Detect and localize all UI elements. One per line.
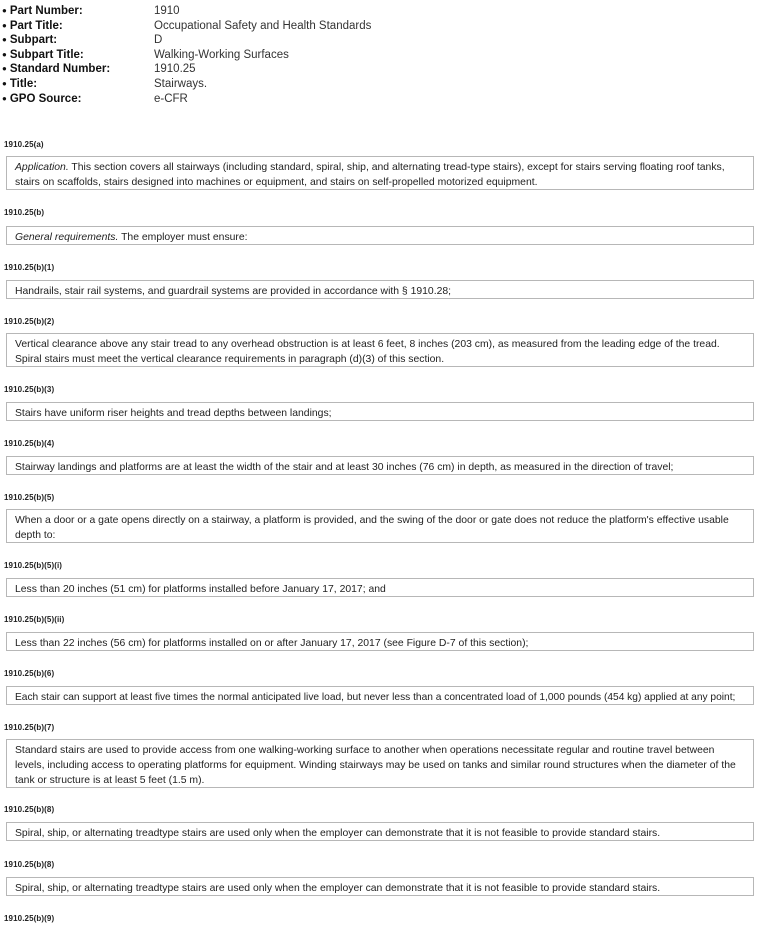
section-id: 1910.25(b)(1) [4, 263, 55, 272]
section-id: 1910.25(b)(2) [4, 317, 55, 326]
section-id: 1910.25(b) [4, 208, 45, 217]
section-text: Spiral, ship, or alternating treadtype stairs are used only when the employer can demonstrate that it is not feasible to provide standard stairs. [15, 883, 661, 894]
section-text-box [6, 877, 754, 896]
section-text-box [6, 509, 754, 543]
section-id: 1910.25(b)(5)(ii) [4, 615, 65, 624]
meta-value: e-CFR [154, 92, 188, 105]
meta-value: D [154, 34, 163, 47]
meta-value: 1910 [154, 5, 180, 17]
section-text: Less than 22 inches (56 cm) for platforms installed on or after January 17, 2017 (see Figure D-7 of this section); [15, 638, 529, 649]
meta-key: ● Title: [2, 77, 37, 92]
section-id: 1910.25(b)(4) [4, 439, 55, 448]
section-id: 1910.25(b)(6) [4, 669, 55, 678]
meta-key: ● Standard Number: [2, 62, 110, 77]
section-text-box [6, 280, 754, 299]
meta-value: Walking-Working Surfaces [154, 48, 289, 61]
section-text: Handrails, stair rail systems, and guardrail systems are provided in accordance with § 1910.28; [15, 286, 452, 297]
meta-key: ● Part Title: [2, 19, 63, 34]
section-text: The employer must ensure: [118, 232, 248, 243]
section-text: Vertical clearance above any stair tread to any overhead obstruction is at least 6 feet, 8 inches (203 cm), as measured from the leading edge of the tread. Spiral stairs must meet the vertical clearance requirements in paragraph (d)(3) of this section. [15, 339, 720, 365]
section-id: 1910.25(b)(5)(i) [4, 561, 63, 570]
meta-row-standard-number [2, 62, 502, 77]
section-text-box [6, 739, 754, 788]
metadata-list [2, 4, 502, 106]
meta-row-gpo-source [2, 92, 502, 107]
section-lead: Application. [15, 162, 69, 173]
section-text-box [6, 686, 754, 705]
section-id: 1910.25(a) [4, 140, 44, 149]
section-text: Stairs have uniform riser heights and tread depths between landings; [15, 408, 332, 419]
meta-key: ● Subpart Title: [2, 48, 84, 63]
section-text-box [6, 226, 754, 245]
section-text: This section covers all stairways (including standard, spiral, ship, and alternating tread-type stairs), except for stairs serving floating roof tanks, stairs on scaffolds, stairs designed into machines or equipment, and stairs on self-propelled motorized equipment. [15, 162, 725, 188]
section-text: Less than 20 inches (51 cm) for platforms installed before January 17, 2017; and [15, 584, 386, 595]
meta-row-subpart-title [2, 48, 502, 63]
section-text-box [6, 402, 754, 421]
meta-key: ● Subpart: [2, 33, 57, 48]
section-text: Stairway landings and platforms are at least the width of the stair and at least 30 inches (76 cm) in depth, as measured in the direction of travel; [15, 462, 674, 473]
section-lead: General requirements. [15, 232, 119, 243]
section-id: 1910.25(b)(9) [4, 914, 55, 923]
meta-row-part-number [2, 4, 502, 19]
meta-value: Occupational Safety and Health Standards [154, 19, 372, 32]
section-id: 1910.25(b)(8) [4, 805, 55, 814]
section-text: Standard stairs are used to provide access from one walking-working surface to another when operations necessitate regular and routine travel between levels, including access to operating platforms for equipment. Winding stairways may be used on tanks and similar round structures when the diameter of the tank or structure is at least 5 feet (1.5 m). [15, 745, 736, 786]
meta-value: 1910.25 [154, 63, 196, 76]
section-id: 1910.25(b)(3) [4, 385, 55, 394]
section-text-box [6, 578, 754, 597]
section-id: 1910.25(b)(8) [4, 860, 55, 869]
section-text: When a door or a gate opens directly on a stairway, a platform is provided, and the swing of the door or gate does not reduce the platform's effective usable depth to: [15, 515, 729, 541]
meta-row-part-title [2, 19, 502, 34]
section-text-box [6, 156, 754, 190]
meta-key: ● Part Number: [2, 4, 83, 19]
section-text: Each stair can support at least five times the normal anticipated live load, but never less than a concentrated load of 1,000 pounds (454 kg) applied at any point; [15, 692, 736, 703]
section-id: 1910.25(b)(7) [4, 723, 55, 732]
meta-key: ● GPO Source: [2, 92, 81, 107]
section-id: 1910.25(b)(5) [4, 493, 55, 502]
section-text-box [6, 632, 754, 651]
meta-value: Stairways. [154, 77, 208, 90]
section-text-box [6, 333, 754, 367]
meta-row-subpart [2, 33, 502, 48]
section-text: Spiral, ship, or alternating treadtype stairs are used only when the employer can demonstrate that it is not feasible to provide standard stairs. [15, 828, 661, 839]
meta-row-title [2, 77, 502, 92]
section-text-box [6, 456, 754, 475]
section-text-box [6, 822, 754, 841]
